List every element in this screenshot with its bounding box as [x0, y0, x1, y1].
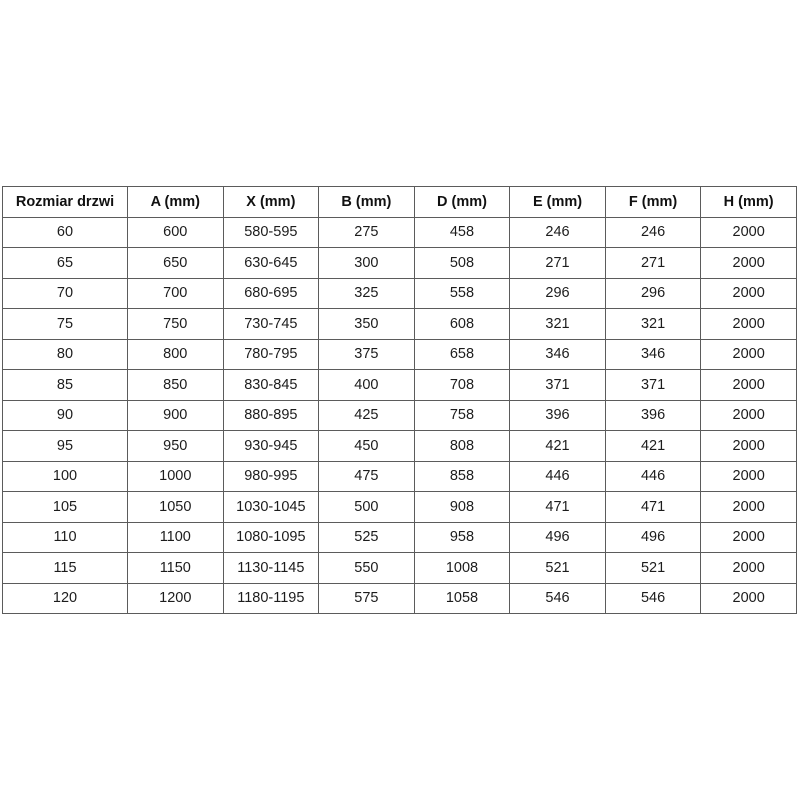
table-cell: 958 — [414, 522, 510, 553]
table-cell: 300 — [319, 248, 415, 279]
table-row — [3, 248, 797, 279]
table-cell: 2000 — [701, 400, 797, 431]
table-cell: 85 — [3, 370, 128, 401]
column-header: A (mm) — [128, 187, 224, 218]
table-cell: 1080-1095 — [223, 522, 319, 553]
table-cell: 1150 — [128, 553, 224, 584]
table-cell: 450 — [319, 431, 415, 462]
table-cell: 800 — [128, 339, 224, 370]
column-header: Rozmiar drzwi — [3, 187, 128, 218]
table-cell: 558 — [414, 278, 510, 309]
table-cell: 475 — [319, 461, 415, 492]
table-cell: 1008 — [414, 553, 510, 584]
table-cell: 708 — [414, 370, 510, 401]
table-cell: 2000 — [701, 553, 797, 584]
table-cell: 2000 — [701, 248, 797, 279]
table-header-row — [3, 187, 797, 218]
table-cell: 70 — [3, 278, 128, 309]
table-cell: 80 — [3, 339, 128, 370]
table-cell: 546 — [605, 583, 701, 614]
table-cell: 700 — [128, 278, 224, 309]
table-cell: 858 — [414, 461, 510, 492]
table-cell: 2000 — [701, 583, 797, 614]
table-cell: 850 — [128, 370, 224, 401]
table-cell: 271 — [510, 248, 606, 279]
table-cell: 296 — [605, 278, 701, 309]
table-cell: 908 — [414, 492, 510, 523]
table-cell: 346 — [510, 339, 606, 370]
table-cell: 421 — [605, 431, 701, 462]
table-cell: 1030-1045 — [223, 492, 319, 523]
table-cell: 90 — [3, 400, 128, 431]
table-cell: 580-595 — [223, 217, 319, 248]
table-cell: 471 — [605, 492, 701, 523]
table-cell: 446 — [605, 461, 701, 492]
table-cell: 458 — [414, 217, 510, 248]
table-cell: 1180-1195 — [223, 583, 319, 614]
table-cell: 350 — [319, 309, 415, 340]
table-row — [3, 278, 797, 309]
table-cell: 630-645 — [223, 248, 319, 279]
table-cell: 1100 — [128, 522, 224, 553]
table-cell: 2000 — [701, 461, 797, 492]
column-header: B (mm) — [319, 187, 415, 218]
table-cell: 371 — [605, 370, 701, 401]
table-cell: 496 — [605, 522, 701, 553]
table-cell: 930-945 — [223, 431, 319, 462]
table-cell: 425 — [319, 400, 415, 431]
table-cell: 750 — [128, 309, 224, 340]
door-dimensions-table — [2, 186, 797, 614]
table-cell: 525 — [319, 522, 415, 553]
table-row — [3, 461, 797, 492]
table-cell: 521 — [510, 553, 606, 584]
table-row — [3, 370, 797, 401]
table-cell: 608 — [414, 309, 510, 340]
table-cell: 880-895 — [223, 400, 319, 431]
table-cell: 321 — [605, 309, 701, 340]
table-cell: 1200 — [128, 583, 224, 614]
table-cell: 271 — [605, 248, 701, 279]
table-cell: 275 — [319, 217, 415, 248]
table-cell: 2000 — [701, 370, 797, 401]
table-row — [3, 400, 797, 431]
table-cell: 2000 — [701, 339, 797, 370]
table-row — [3, 492, 797, 523]
table-cell: 325 — [319, 278, 415, 309]
table-cell: 2000 — [701, 309, 797, 340]
table-cell: 550 — [319, 553, 415, 584]
table-cell: 446 — [510, 461, 606, 492]
table-cell: 421 — [510, 431, 606, 462]
table-body — [3, 217, 797, 614]
table-cell: 75 — [3, 309, 128, 340]
table-cell: 950 — [128, 431, 224, 462]
table-cell: 346 — [605, 339, 701, 370]
table-cell: 100 — [3, 461, 128, 492]
column-header: E (mm) — [510, 187, 606, 218]
column-header: X (mm) — [223, 187, 319, 218]
table-cell: 60 — [3, 217, 128, 248]
table-cell: 658 — [414, 339, 510, 370]
table-cell: 1050 — [128, 492, 224, 523]
column-header: D (mm) — [414, 187, 510, 218]
table-cell: 246 — [510, 217, 606, 248]
table-cell: 371 — [510, 370, 606, 401]
table-cell: 471 — [510, 492, 606, 523]
table-row — [3, 339, 797, 370]
table-cell: 296 — [510, 278, 606, 309]
table-header — [3, 187, 797, 218]
table-cell: 808 — [414, 431, 510, 462]
table-cell: 120 — [3, 583, 128, 614]
table-cell: 65 — [3, 248, 128, 279]
table-cell: 2000 — [701, 431, 797, 462]
table-row — [3, 522, 797, 553]
table-cell: 508 — [414, 248, 510, 279]
table-cell: 321 — [510, 309, 606, 340]
table-cell: 246 — [605, 217, 701, 248]
table-row — [3, 217, 797, 248]
table-cell: 115 — [3, 553, 128, 584]
table-row — [3, 431, 797, 462]
table-cell: 650 — [128, 248, 224, 279]
table-cell: 396 — [605, 400, 701, 431]
table-cell: 110 — [3, 522, 128, 553]
table-row — [3, 583, 797, 614]
table-cell: 400 — [319, 370, 415, 401]
table-row — [3, 309, 797, 340]
table-cell: 1058 — [414, 583, 510, 614]
table-cell: 2000 — [701, 522, 797, 553]
table-cell: 396 — [510, 400, 606, 431]
table-cell: 780-795 — [223, 339, 319, 370]
table-cell: 375 — [319, 339, 415, 370]
table-cell: 2000 — [701, 278, 797, 309]
table-cell: 980-995 — [223, 461, 319, 492]
table-cell: 2000 — [701, 217, 797, 248]
table-cell: 730-745 — [223, 309, 319, 340]
table-cell: 500 — [319, 492, 415, 523]
table-cell: 105 — [3, 492, 128, 523]
table-cell: 758 — [414, 400, 510, 431]
table-cell: 900 — [128, 400, 224, 431]
table-cell: 1000 — [128, 461, 224, 492]
table-cell: 521 — [605, 553, 701, 584]
column-header: F (mm) — [605, 187, 701, 218]
column-header: H (mm) — [701, 187, 797, 218]
table-cell: 1130-1145 — [223, 553, 319, 584]
table-cell: 600 — [128, 217, 224, 248]
table-row — [3, 553, 797, 584]
table-cell: 680-695 — [223, 278, 319, 309]
table-cell: 95 — [3, 431, 128, 462]
table-cell: 830-845 — [223, 370, 319, 401]
table-cell: 546 — [510, 583, 606, 614]
table-cell: 575 — [319, 583, 415, 614]
table-cell: 2000 — [701, 492, 797, 523]
table-cell: 496 — [510, 522, 606, 553]
